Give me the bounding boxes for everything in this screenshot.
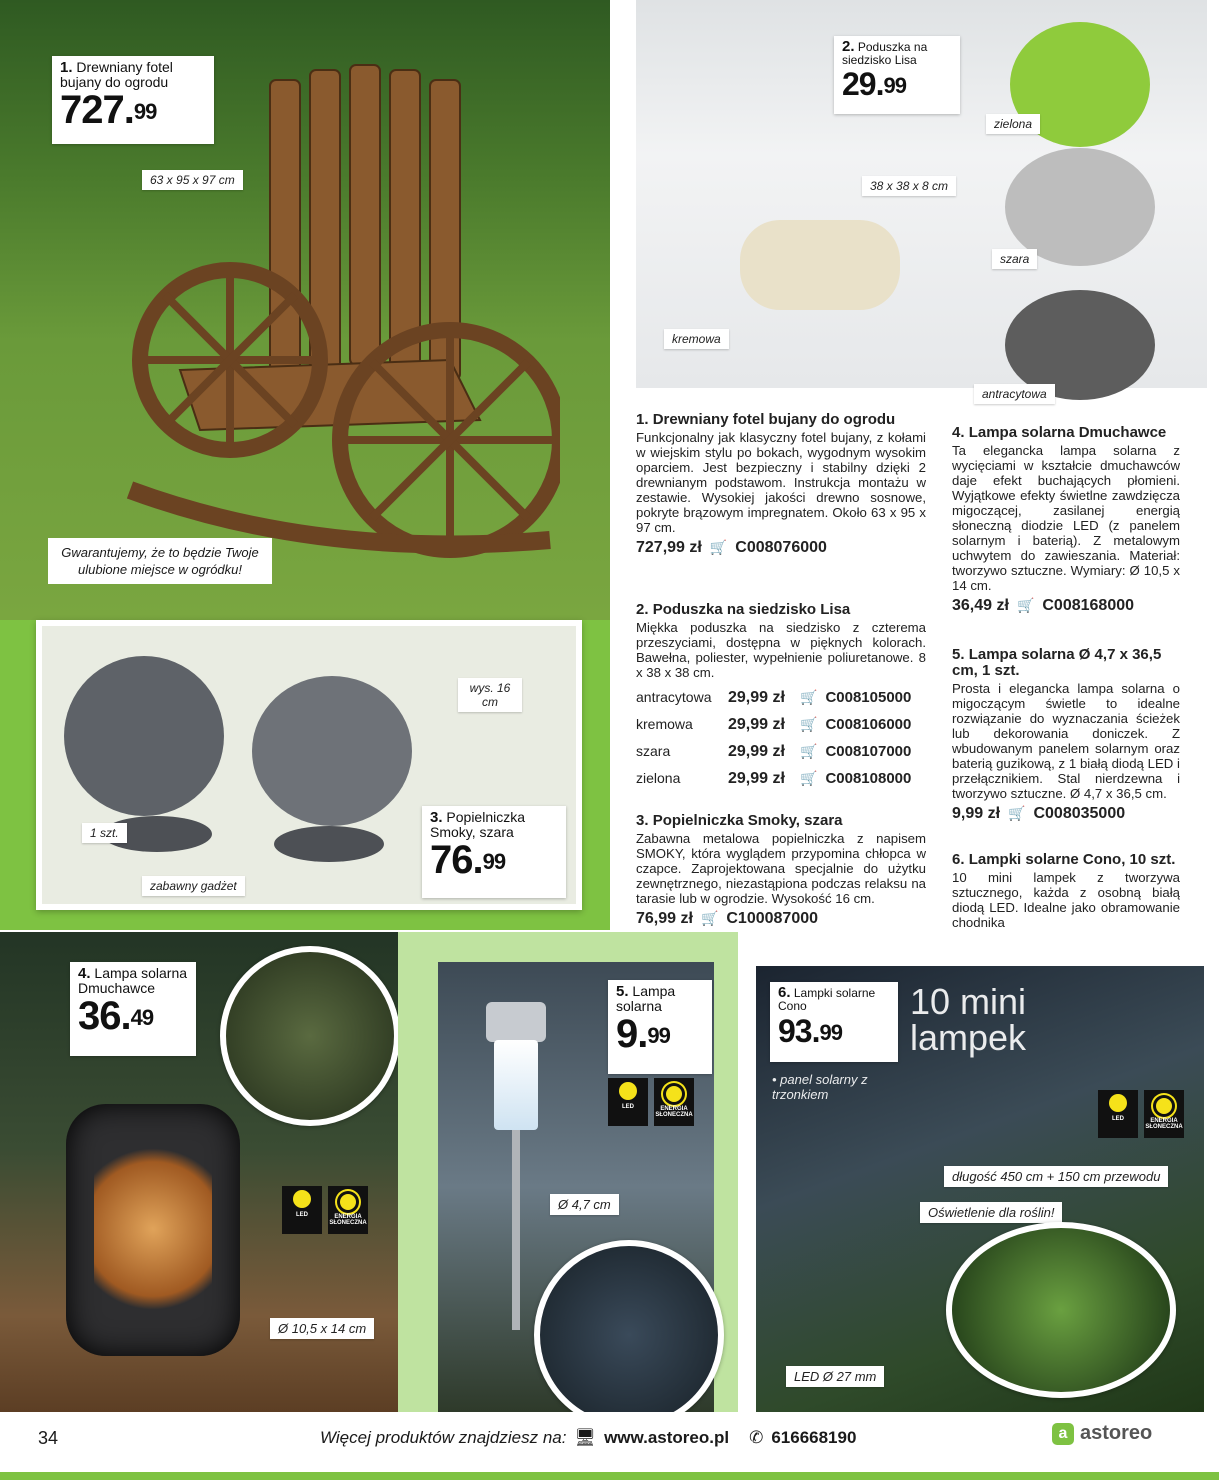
cushion-description [636, 602, 926, 792]
cushion-price-dec: 99 [883, 73, 906, 98]
lantern-number: 4. [78, 965, 91, 982]
cart-icon[interactable]: 🛒 [1016, 597, 1035, 613]
page-number: 34 [38, 1428, 59, 1448]
ashtray-height-tag: wys. 16 cm [458, 678, 522, 712]
cono-desc-text: 10 mini lampek z tworzywa sztucznego, każda z osobną białą diodą LED. Idealne jako obramowanie chodnika [952, 870, 1180, 930]
led-icon: LED [282, 1186, 322, 1234]
variant-code: C008106000 [825, 716, 912, 733]
stake-price-tag [608, 980, 712, 1074]
monitor-icon: 🖥 [574, 1428, 597, 1447]
lantern-description [952, 425, 1180, 613]
lantern-desc-text: Ta elegancka lampa solarna z wycięciami w kształcie dmuchawców daje efekt buchających płomieni. Wyjątkowe efekty świetlne zawdzięcza migoczącej, zasilanej energią słoneczną diodzie LED (z panelem solarnym i baterią). Z metalowym uchwytem do zawieszania. Materiał: tworzywo sztuczne. Wymiary: Ø 10,5 x 14 cm. [952, 443, 1180, 593]
cono-detail-circle [946, 1222, 1176, 1398]
lantern-desc-price: 36,49 zł [952, 597, 1009, 614]
cono-price-tag [770, 982, 898, 1062]
footer-phone[interactable]: 616668190 [771, 1428, 857, 1447]
led-icon: LED [1098, 1090, 1138, 1138]
ashtray-right-figure [252, 676, 412, 826]
brand-logo-icon: a [1052, 1423, 1074, 1445]
solar-energy-icon: ENERGIA SŁONECZNA [654, 1078, 694, 1126]
cono-feature-icons [1098, 1090, 1184, 1138]
ashtray-price-tag [422, 806, 566, 898]
cart-icon[interactable]: 🛒 [700, 910, 719, 926]
brand-logo[interactable] [1052, 1422, 1152, 1445]
cono-desc-number: 6. [952, 852, 965, 868]
variant-price: 29,99 zł [728, 770, 785, 787]
lantern-detail-circle [220, 946, 400, 1126]
variant-code: C008107000 [825, 743, 912, 760]
cono-plants-tag: Oświetlenie dla roślin! [920, 1202, 1062, 1223]
lantern-feature-icons [282, 1186, 368, 1234]
cushion-variant-row [636, 684, 926, 711]
stake-lamp-pole [512, 1130, 520, 1330]
stake-name: Lampa solarna [616, 983, 676, 1014]
cushion-color-cream: kremowa [664, 329, 729, 349]
cushion-desc-title: Poduszka na siedzisko Lisa [652, 601, 851, 618]
ashtray-desc-number: 3. [636, 812, 649, 829]
cart-icon[interactable]: 🛒 [800, 770, 818, 786]
cono-price-dec: 99 [819, 1020, 842, 1045]
cono-desc-title: Lampki solarne Cono, 10 szt. [968, 852, 1176, 868]
variant-price: 29,99 zł [728, 743, 785, 760]
cushion-dimensions-tag: 38 x 38 x 8 cm [862, 176, 956, 196]
footer-website-link[interactable]: www.astoreo.pl [604, 1428, 730, 1447]
cushion-color-anthracite: antracytowa [974, 384, 1055, 404]
cushion-cream-shape [740, 220, 900, 310]
ashtray-desc-code: C100087000 [726, 910, 819, 927]
ashtray-name: Popielniczka Smoky, szara [430, 809, 526, 840]
stake-desc-number: 5. [952, 646, 965, 663]
lantern-desc-number: 4. [952, 424, 965, 441]
ashtray-desc-text: Zabawna metalowa popielniczka z napisem SMOKY, która wyglądem przypomina chłopca w czapce. Zaprojektowana specjalnie do użytku zewnętrznego, niezastąpiona podczas relaksu na tarasie lub w ogrodzie. Wysokość 16 cm. [636, 831, 926, 906]
solar-energy-icon: ENERGIA SŁONECZNA [1144, 1090, 1184, 1138]
footer-more-text: Więcej produktów znajdziesz na: [320, 1428, 567, 1447]
solar-energy-icon: ENERGIA SŁONECZNA [328, 1186, 368, 1234]
footer-contact [320, 1428, 856, 1448]
cono-price-int: 93. [778, 1013, 820, 1049]
lantern-glow [94, 1134, 212, 1324]
chair-price-int: 727. [60, 88, 134, 132]
cushion-variant-row [636, 738, 926, 765]
cono-led-tag: LED Ø 27 mm [786, 1366, 884, 1387]
cono-length-tag: długość 450 cm + 150 cm przewodu [944, 1166, 1168, 1187]
variant-code: C008105000 [825, 689, 912, 706]
chair-desc-code: C008076000 [735, 539, 827, 556]
lantern-desc-code: C008168000 [1042, 597, 1135, 614]
cono-name: Lampki solarne Cono [778, 986, 876, 1013]
stake-price-dec: 99 [647, 1023, 670, 1048]
ashtray-desc-title: Popielniczka Smoky, szara [652, 812, 843, 829]
ashtray-fun-tag: zabawny gadżet [142, 876, 245, 896]
footer-green-strip [0, 1472, 1219, 1480]
chair-price-tag [52, 56, 214, 144]
stake-desc-text: Prosta i elegancka lampa solarna o migoczącym świetle to idealne rozwiązanie do wyznaczania ścieżek lub dekorowania doniczek. Z wbudowanym panelem solarnym oraz baterią guzikową, z 1 białą diodą LED i przełącznikiem. Stal nierdzewna i tworzywo sztuczne. Ø 4,7 x 36,5 cm. [952, 681, 1180, 801]
stake-price-int: 9. [616, 1012, 648, 1056]
chair-desc-price: 727,99 zł [636, 539, 702, 556]
variant-name: antracytowa [636, 689, 712, 705]
variant-code: C008108000 [825, 770, 912, 787]
variant-name: szara [636, 743, 671, 759]
stake-detail-circle [534, 1240, 724, 1430]
variant-name: kremowa [636, 716, 693, 732]
cono-number: 6. [778, 984, 791, 1001]
cushion-desc-number: 2. [636, 601, 649, 618]
ashtray-right-base [274, 826, 384, 862]
cushion-name: Poduszka na siedzisko Lisa [842, 40, 928, 67]
chair-description [636, 412, 926, 555]
lantern-price-int: 36. [78, 994, 131, 1038]
phone-icon: ✆ [749, 1428, 764, 1447]
lantern-name: Lampa solarna Dmuchawce [78, 965, 188, 996]
cart-icon[interactable]: 🛒 [800, 689, 818, 705]
lantern-price-dec: 49 [130, 1005, 154, 1030]
cart-icon[interactable]: 🛒 [800, 743, 818, 759]
ashtray-price-int: 76. [430, 838, 483, 882]
ashtray-description [636, 813, 926, 926]
cono-description [952, 852, 1180, 932]
chair-dimensions-tag: 63 x 95 x 97 cm [142, 170, 243, 190]
chair-name: Drewniany fotel bujany do ogrodu [60, 59, 173, 90]
lantern-price-tag [70, 962, 196, 1056]
cart-icon[interactable]: 🛒 [709, 539, 728, 555]
variant-name: zielona [636, 770, 681, 786]
ashtray-price-dec: 99 [482, 849, 506, 874]
stake-feature-icons [608, 1078, 694, 1126]
cart-icon[interactable]: 🛒 [800, 716, 818, 732]
stake-desc-title: Lampa solarna Ø 4,7 x 36,5 cm, 1 szt. [952, 646, 1162, 679]
ashtray-desc-price: 76,99 zł [636, 910, 693, 927]
cushion-price-int: 29. [842, 66, 884, 102]
ashtray-number: 3. [430, 809, 443, 826]
stake-desc-code: C008035000 [1033, 805, 1126, 822]
cushion-color-gray: szara [992, 249, 1037, 269]
led-icon: LED [608, 1078, 648, 1126]
variant-price: 29,99 zł [728, 716, 785, 733]
cushion-color-green: zielona [986, 114, 1040, 134]
cushion-price-tag [834, 36, 960, 114]
brand-name: astoreo [1080, 1422, 1153, 1444]
ashtray-left-figure [64, 656, 224, 816]
lantern-desc-title: Lampa solarna Dmuchawce [968, 424, 1167, 441]
cart-icon[interactable]: 🛒 [1008, 805, 1026, 821]
chair-price-dec: 99 [133, 99, 157, 124]
stake-lamp-glass [494, 1040, 538, 1130]
cushion-desc-text: Miękka poduszka na siedzisko z czterema przeszyciami, dostępna w pięknych kolorach. Bawełna, poliester, wypełnienie poliuretanowe. 8 x 38 x 38 cm. [636, 620, 926, 680]
ashtray-qty-tag: 1 szt. [82, 823, 127, 843]
cono-panel-note: • panel solarny z trzonkiem [772, 1072, 868, 1102]
cushion-variant-row [636, 765, 926, 792]
stake-description [952, 647, 1180, 821]
stake-number: 5. [616, 983, 629, 1000]
stake-dimensions-tag: Ø 4,7 cm [550, 1194, 619, 1215]
lantern-dimensions-tag: Ø 10,5 x 14 cm [270, 1318, 374, 1339]
cushion-variant-row [636, 711, 926, 738]
cono-big-text: 10 mini lampek [910, 981, 1027, 1058]
lantern-body [66, 1104, 240, 1356]
chair-number: 1. [60, 59, 73, 76]
chair-guarantee-note: Gwarantujemy, że to będzie Twoje ulubione miejsce w ogródku! [48, 538, 272, 584]
chair-desc-number: 1. [636, 411, 649, 428]
stake-desc-price: 9,99 zł [952, 805, 1001, 822]
chair-desc-title: Drewniany fotel bujany do ogrodu [652, 411, 896, 428]
chair-desc-text: Funkcjonalny jak klasyczny fotel bujany, z kołami w wiejskim stylu po bokach, wygodnym wysokim oparciem. Jest bezpieczny i stabilny dzięki 2 drewnianym podstawom. Instrukcja montażu w zestawie. Wysokiej jakości drewno sosnowe, pokryte brązowym impregnatem. Około 63 x 95 x 97 cm. [636, 430, 926, 535]
cushion-number: 2. [842, 38, 855, 55]
stake-lamp-head [486, 1002, 546, 1042]
variant-price: 29,99 zł [728, 689, 785, 706]
